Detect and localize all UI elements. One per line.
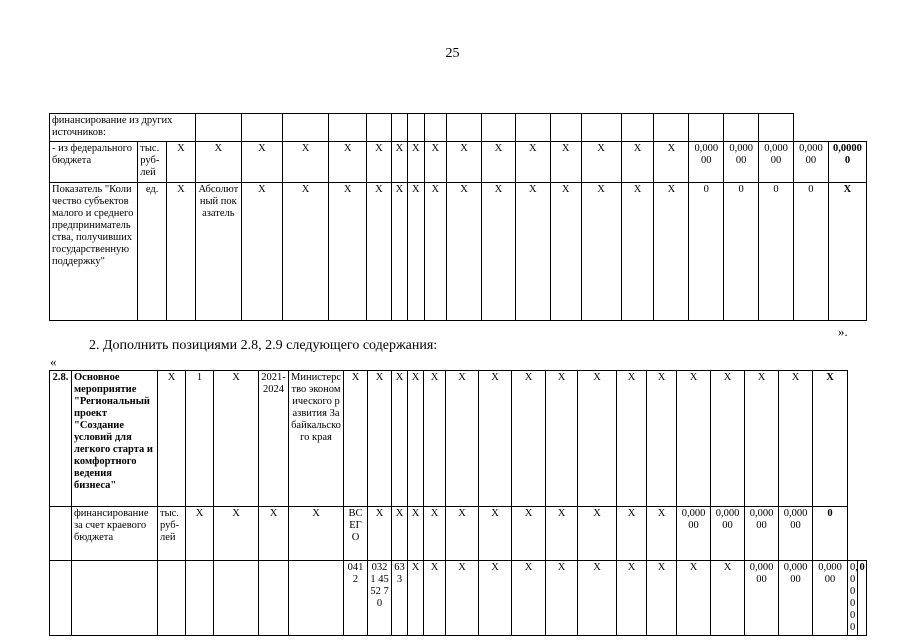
table-cell: Х xyxy=(408,183,424,321)
instruction-text: 2. Дополнить позициями 2.8, 2.9 следующего содержания: xyxy=(89,338,438,353)
table-cell: Х xyxy=(392,507,408,561)
table-cell: Х xyxy=(368,371,392,507)
opening-quote: « xyxy=(50,354,57,369)
table-row xyxy=(50,183,867,321)
table-cell: Х xyxy=(195,142,241,183)
table-cell: Х xyxy=(329,183,367,321)
program-table-bottom xyxy=(49,370,867,636)
table-cell: Х xyxy=(617,507,647,561)
value-cell: 0,000 00 xyxy=(779,561,813,636)
table-cell: Х xyxy=(546,561,578,636)
code-cell: 0412 xyxy=(344,561,368,636)
table-cell: Х xyxy=(367,183,392,321)
table-cell: Х xyxy=(515,142,550,183)
table-cell: Х xyxy=(241,183,282,321)
table-cell: Х xyxy=(578,507,617,561)
table-row xyxy=(50,561,867,636)
table-cell: Х xyxy=(214,507,259,561)
table-cell: Х xyxy=(408,507,424,561)
value-cell: 0,0000 0 xyxy=(828,142,866,183)
period-cell: 2021-2024 xyxy=(259,371,289,507)
table-cell: Х xyxy=(447,183,482,321)
table-cell: Х xyxy=(214,371,259,507)
value-cell: 0,000 00 xyxy=(793,142,828,183)
code-cell: ВСЕГО xyxy=(344,507,368,561)
value-cell: 0,000 00 xyxy=(759,142,794,183)
table-cell: Х xyxy=(621,183,654,321)
table-cell: 1 xyxy=(186,371,214,507)
finance-label: финансирование за счет краевого бюджета xyxy=(72,507,158,561)
executor-cell: Министерство экономического развития Забайкальского края xyxy=(289,371,344,507)
table-cell: Х xyxy=(479,371,512,507)
table-cell: Х xyxy=(424,371,446,507)
other-sources-label: финансирование из других источников: xyxy=(50,114,196,142)
table-cell: Х xyxy=(654,183,689,321)
table-cell: Х xyxy=(677,371,711,507)
table-row xyxy=(50,507,867,561)
table-cell: Х xyxy=(578,561,617,636)
value-cell: 0 xyxy=(793,183,828,321)
table-cell: Х xyxy=(647,561,677,636)
table-cell: Х xyxy=(158,371,186,507)
table-cell: Х xyxy=(391,183,407,321)
table-cell: Х xyxy=(424,183,447,321)
row-label: - из федерального бюджета xyxy=(50,142,138,183)
table-cell: Х xyxy=(550,183,581,321)
table-cell: Х xyxy=(344,371,368,507)
table-cell: Х xyxy=(368,507,392,561)
value-cell: 0,000 00 xyxy=(813,561,848,636)
unit-cell: тыс. руб-лей xyxy=(158,507,186,561)
table-cell: Х xyxy=(408,371,424,507)
main-activity-label: Основное мероприятие "Региональный проект "Создание условий для легкого старта и комфортного ведения бизнеса" xyxy=(72,371,158,507)
table-cell: Х xyxy=(241,142,282,183)
table-row xyxy=(50,142,867,183)
table-cell: Х xyxy=(647,371,677,507)
table-cell: Х xyxy=(617,561,647,636)
table-row xyxy=(50,114,867,142)
value-cell: 0 xyxy=(689,183,724,321)
table-cell: Х xyxy=(578,371,617,507)
code-cell: 0321 4552 70 xyxy=(368,561,392,636)
table-cell: Х xyxy=(167,142,196,183)
position-number: 2.8. xyxy=(50,371,72,507)
value-cell: 0 xyxy=(759,183,794,321)
table-cell: Х xyxy=(259,507,289,561)
table-cell: Х xyxy=(711,561,745,636)
table-cell: Х xyxy=(424,561,446,636)
indicator-type-cell: Абсолютный показатель xyxy=(195,183,241,321)
table-cell: Х xyxy=(447,142,482,183)
unit-cell: ед. xyxy=(138,183,167,321)
table-cell: Х xyxy=(186,507,214,561)
value-cell: 0,000 00 xyxy=(711,507,745,561)
table-cell: Х xyxy=(424,142,447,183)
value-cell: 0 xyxy=(813,507,848,561)
value-cell: 0,000 00 xyxy=(848,561,858,636)
table-cell: Х xyxy=(391,142,407,183)
table-cell: Х xyxy=(392,371,408,507)
value-cell: 0,000 00 xyxy=(745,561,779,636)
table-cell: Х xyxy=(581,183,621,321)
table-cell: Х xyxy=(546,507,578,561)
table-cell: Х xyxy=(289,507,344,561)
table-cell: Х xyxy=(282,142,328,183)
value-cell: 0,000 00 xyxy=(779,507,813,561)
indicator-label: Показатель "Количество субъектов малого и среднего предпринимательства, получивших государственную поддержку" xyxy=(50,183,138,321)
program-table-top xyxy=(49,113,867,321)
table-cell: Х xyxy=(546,371,578,507)
table-cell: Х xyxy=(282,183,328,321)
table-cell: Х xyxy=(482,142,516,183)
table-cell: Х xyxy=(408,561,424,636)
table-cell: Х xyxy=(617,371,647,507)
table-cell: Х xyxy=(482,183,516,321)
closing-quote: ». xyxy=(838,324,848,339)
table-cell: Х xyxy=(446,371,479,507)
page-number: 25 xyxy=(445,46,460,61)
table-row xyxy=(50,371,867,507)
table-cell: Х xyxy=(479,507,512,561)
unit-cell: тыс. руб-лей xyxy=(138,142,167,183)
code-cell: 633 xyxy=(392,561,408,636)
table-cell: Х xyxy=(446,507,479,561)
table-cell: Х xyxy=(446,561,479,636)
table-cell: Х xyxy=(745,371,779,507)
value-cell: 0,000 00 xyxy=(745,507,779,561)
table-cell: Х xyxy=(581,142,621,183)
table-cell: Х xyxy=(512,561,546,636)
table-cell: Х xyxy=(654,142,689,183)
table-cell: Х xyxy=(711,371,745,507)
table-cell: Х xyxy=(512,507,546,561)
value-cell: 0 xyxy=(857,561,867,636)
value-cell: 0,000 00 xyxy=(724,142,759,183)
table-cell: Х xyxy=(424,507,446,561)
table-cell: Х xyxy=(550,142,581,183)
value-cell: Х xyxy=(828,183,866,321)
table-cell: Х xyxy=(677,561,711,636)
value-cell: 0,000 00 xyxy=(689,142,724,183)
value-cell: 0,000 00 xyxy=(677,507,711,561)
table-cell: Х xyxy=(512,371,546,507)
table-cell: Х xyxy=(647,507,677,561)
value-cell: 0 xyxy=(724,183,759,321)
table-cell: Х xyxy=(813,371,848,507)
table-cell: Х xyxy=(329,142,367,183)
table-cell: Х xyxy=(515,183,550,321)
table-cell: Х xyxy=(367,142,392,183)
table-cell: Х xyxy=(479,561,512,636)
table-cell: Х xyxy=(408,142,424,183)
table-cell: Х xyxy=(621,142,654,183)
table-cell: Х xyxy=(779,371,813,507)
table-cell: Х xyxy=(167,183,196,321)
